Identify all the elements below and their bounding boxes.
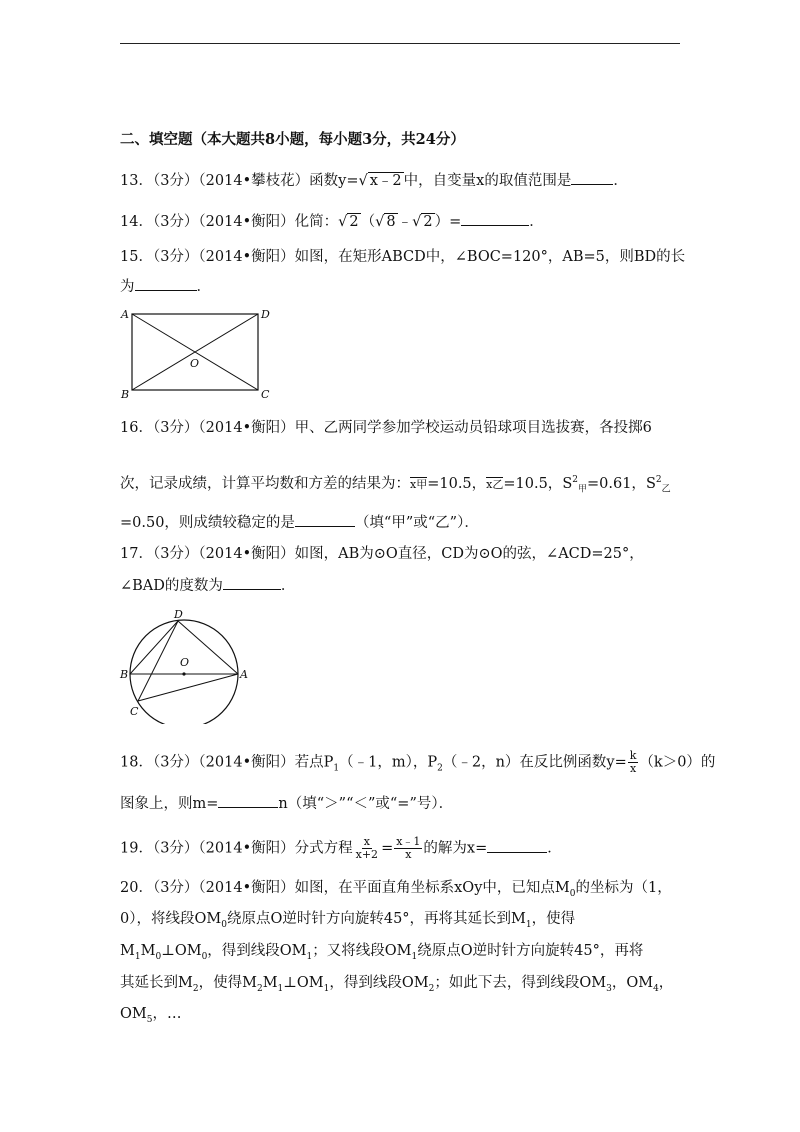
q19-fraction-2: [394, 836, 422, 861]
q14-end: ．: [529, 214, 544, 230]
q16-line3-tail: （填“甲”或“乙”）．: [354, 515, 479, 531]
question-16-line3: [120, 512, 479, 533]
question-14: 14．（3分）（2014•衡阳）化简：√ 2 （√ 8 ﹣√ 2 ）= ．: [120, 211, 544, 232]
q20-l3e: ；又将线段OM: [312, 943, 412, 959]
q20-l4e: ，得到线段OM: [329, 975, 429, 991]
rect-label-o: O: [190, 357, 200, 370]
q20-l4-s4: 1: [323, 983, 330, 994]
q13-radical: x﹣2: [369, 173, 402, 189]
q20-l4g: ，OM: [611, 975, 654, 991]
rect-label-a: A: [121, 308, 129, 321]
q20-l1b: 的坐标为（1，: [575, 880, 672, 896]
q15-line2-lead: 为: [120, 279, 135, 295]
center-point: [182, 672, 185, 675]
q20-l2c: ，使得: [531, 911, 576, 927]
q20-l1a: 20．（3分）（2014•衡阳）如图，在平面直角坐标系xOy中，已知点M: [120, 880, 570, 896]
rect-label-b: B: [121, 388, 130, 400]
q18-fraction: [628, 750, 639, 775]
q17-line2-lead: ∠BAD的度数为: [120, 578, 223, 594]
q19-f1-den: x+2: [355, 848, 379, 861]
q17-answer-blank[interactable]: [223, 575, 281, 590]
q17-end: ．: [280, 578, 296, 594]
q18-line2-lead: 图象上，则m=: [120, 796, 219, 812]
q14-radical-2: 8: [386, 214, 396, 230]
q20-l4-s2: 2: [256, 983, 263, 994]
q15-answer-blank[interactable]: [135, 276, 197, 291]
q20-l3-s5: 1: [411, 951, 418, 962]
q20-l4-s1: 2: [192, 983, 199, 994]
q19-f2-den: x: [405, 848, 412, 861]
rect-label-d: D: [261, 308, 270, 321]
q18-lead: 18．（3分）（2014•衡阳）若点P: [120, 754, 334, 771]
q18-frac-num: k: [629, 749, 637, 762]
q19-end: ．: [547, 840, 562, 857]
q18-tail: （k＞0）的: [639, 754, 716, 771]
q20-l2-sub2: 1: [525, 919, 532, 930]
q20-l3-s4: 1: [306, 951, 313, 962]
q20-l4f: ；如此下去，得到线段OM: [434, 975, 607, 991]
q20-l3-s2: 0: [155, 951, 162, 962]
q14-open: （: [360, 214, 376, 230]
q20-l4-s5: 2: [428, 983, 435, 994]
var-yi-sub: 乙: [661, 484, 671, 495]
q20-l4-s6: 3: [606, 983, 612, 994]
circle-figure: [118, 604, 258, 724]
q20-l3d: ，得到线段OM: [207, 943, 307, 959]
rect-label-c: C: [261, 388, 270, 400]
q20-l2b: 绕原点O逆时针方向旋转45°，再将其延长到M: [226, 911, 526, 927]
q18-answer-blank[interactable]: [218, 793, 278, 808]
question-13: 13．（3分）（2014•攀枝花）函数y=√ x﹣2 中，自变量x的取值范围是 ．: [120, 170, 628, 191]
question-20-line1: [120, 878, 672, 904]
q20-l2a: 0），将线段OM: [120, 911, 222, 927]
q19-f1-num: x: [363, 835, 370, 848]
q14-radical-3: 2: [423, 214, 433, 230]
q18-p2-coords: （﹣2，n）在反比例函数y=: [442, 754, 627, 771]
question-20-line3: [120, 941, 643, 967]
q20-l4a: 其延长到M: [120, 975, 193, 991]
q19-tail: 的解为x=: [423, 840, 488, 857]
q18-frac-den: x: [629, 762, 637, 775]
question-20-line2: [120, 909, 575, 935]
question-16-line1: 16．（3分）（2014•衡阳）甲、乙两同学参加学校运动员铅球项目选拔赛，各投掷6: [120, 420, 652, 436]
q13-end: ．: [613, 173, 628, 189]
circle-o: [130, 620, 238, 724]
q19-eq: =: [381, 840, 394, 857]
question-16-line2: [120, 470, 671, 500]
var-jia-base: S: [562, 475, 573, 492]
q20-l3f: 绕原点O逆时针方向旋转45°，再将: [417, 943, 644, 959]
rectangle-figure: [118, 304, 278, 400]
q16-line2-lead: 次，记录成绩，计算平均数和方差的结果为：: [120, 475, 410, 492]
header-rule: [120, 43, 680, 44]
q16-answer-blank[interactable]: [295, 512, 355, 527]
q20-l4c: M: [262, 975, 278, 991]
question-18-line2: [120, 793, 453, 814]
q20-l3-s3: 0: [201, 951, 208, 962]
var-yi-sup: 2: [655, 475, 662, 485]
q16-eq2: =10.5，: [503, 475, 563, 492]
circle-label-d: D: [174, 608, 183, 621]
circle-label-c: C: [130, 705, 139, 718]
q18-p2-sub: 2: [437, 763, 443, 774]
question-20-line4: [120, 973, 673, 999]
question-20-line5: [120, 1004, 181, 1030]
q20-l4h: ，: [658, 975, 674, 991]
q15-end: ．: [196, 279, 211, 295]
mean-jia: x甲: [410, 477, 428, 491]
circle-label-o: O: [180, 656, 190, 669]
section-heading: 二、填空题（本大题共8小题，每小题3分，共24分）: [120, 131, 465, 148]
chord-ca: [138, 674, 238, 701]
var-yi-base: S: [645, 475, 656, 492]
q16-line3-lead: =0.50，则成绩较稳定的是: [120, 515, 295, 531]
q20-l3-s1: 1: [134, 951, 141, 962]
q18-line2-tail: n（填“＞”“＜”或“=”号）．: [278, 796, 454, 812]
q13-tail: 中，自变量x的取值范围是: [403, 173, 572, 189]
q20-l5-s1: 5: [146, 1014, 153, 1025]
q20-l3c: ⊥OM: [161, 943, 202, 959]
mean-yi: x乙: [486, 477, 504, 491]
q20-l4d: ⊥OM: [283, 975, 324, 991]
circle-label-b: B: [120, 668, 129, 681]
var-jia-sup: 2: [572, 475, 578, 485]
q14-answer-blank[interactable]: [461, 211, 529, 226]
question-18-line1: [120, 750, 715, 778]
question-19: [120, 836, 562, 861]
q20-l5a: OM: [120, 1006, 147, 1022]
q19-fraction-1: [354, 836, 380, 861]
q20-l4-s7: 4: [653, 983, 659, 994]
q18-p1-sub: 1: [333, 763, 340, 774]
q20-l2-sub1: 0: [221, 919, 227, 930]
q16-eq3: =0.61，: [587, 475, 646, 492]
q19-f2-num: x﹣1: [396, 835, 421, 848]
q20-l4b: ，使得M: [198, 975, 257, 991]
q20-l1-sub: 0: [569, 888, 576, 899]
chord-cd: [138, 621, 178, 701]
q20-l4-s3: 1: [277, 983, 284, 994]
q20-l3a: M: [120, 943, 135, 959]
q20-l5b: ，…: [152, 1006, 182, 1022]
q14-minus: ﹣: [397, 214, 413, 230]
q20-l3b: M: [140, 943, 156, 959]
q13-lead: 13．（3分）（2014•攀枝花）函数y=: [120, 173, 359, 189]
q14-lead: 14．（3分）（2014•衡阳）化简：: [120, 214, 339, 230]
question-17-line1: 17．（3分）（2014•衡阳）如图，AB为⊙O直径，CD为⊙O的弦，∠ACD=25°，: [120, 546, 644, 562]
var-jia-sub: 甲: [577, 484, 587, 495]
question-15-line1: 15．（3分）（2014•衡阳）如图，在矩形ABCD中，∠BOC=120°，AB=5，则BD的长: [120, 249, 686, 265]
question-15-line2: [120, 276, 211, 297]
q16-eq1: =10.5，: [427, 475, 487, 492]
q19-lead: 19．（3分）（2014•衡阳）分式方程: [120, 840, 353, 857]
question-17-line2: [120, 575, 295, 596]
circle-label-a: A: [240, 668, 248, 681]
q18-p1-coords: （﹣1，m），P: [339, 754, 438, 771]
q14-close: ）=: [434, 214, 462, 230]
q13-answer-blank[interactable]: [571, 170, 613, 185]
q14-radical-1: 2: [349, 214, 359, 230]
q19-answer-blank[interactable]: [487, 838, 547, 853]
